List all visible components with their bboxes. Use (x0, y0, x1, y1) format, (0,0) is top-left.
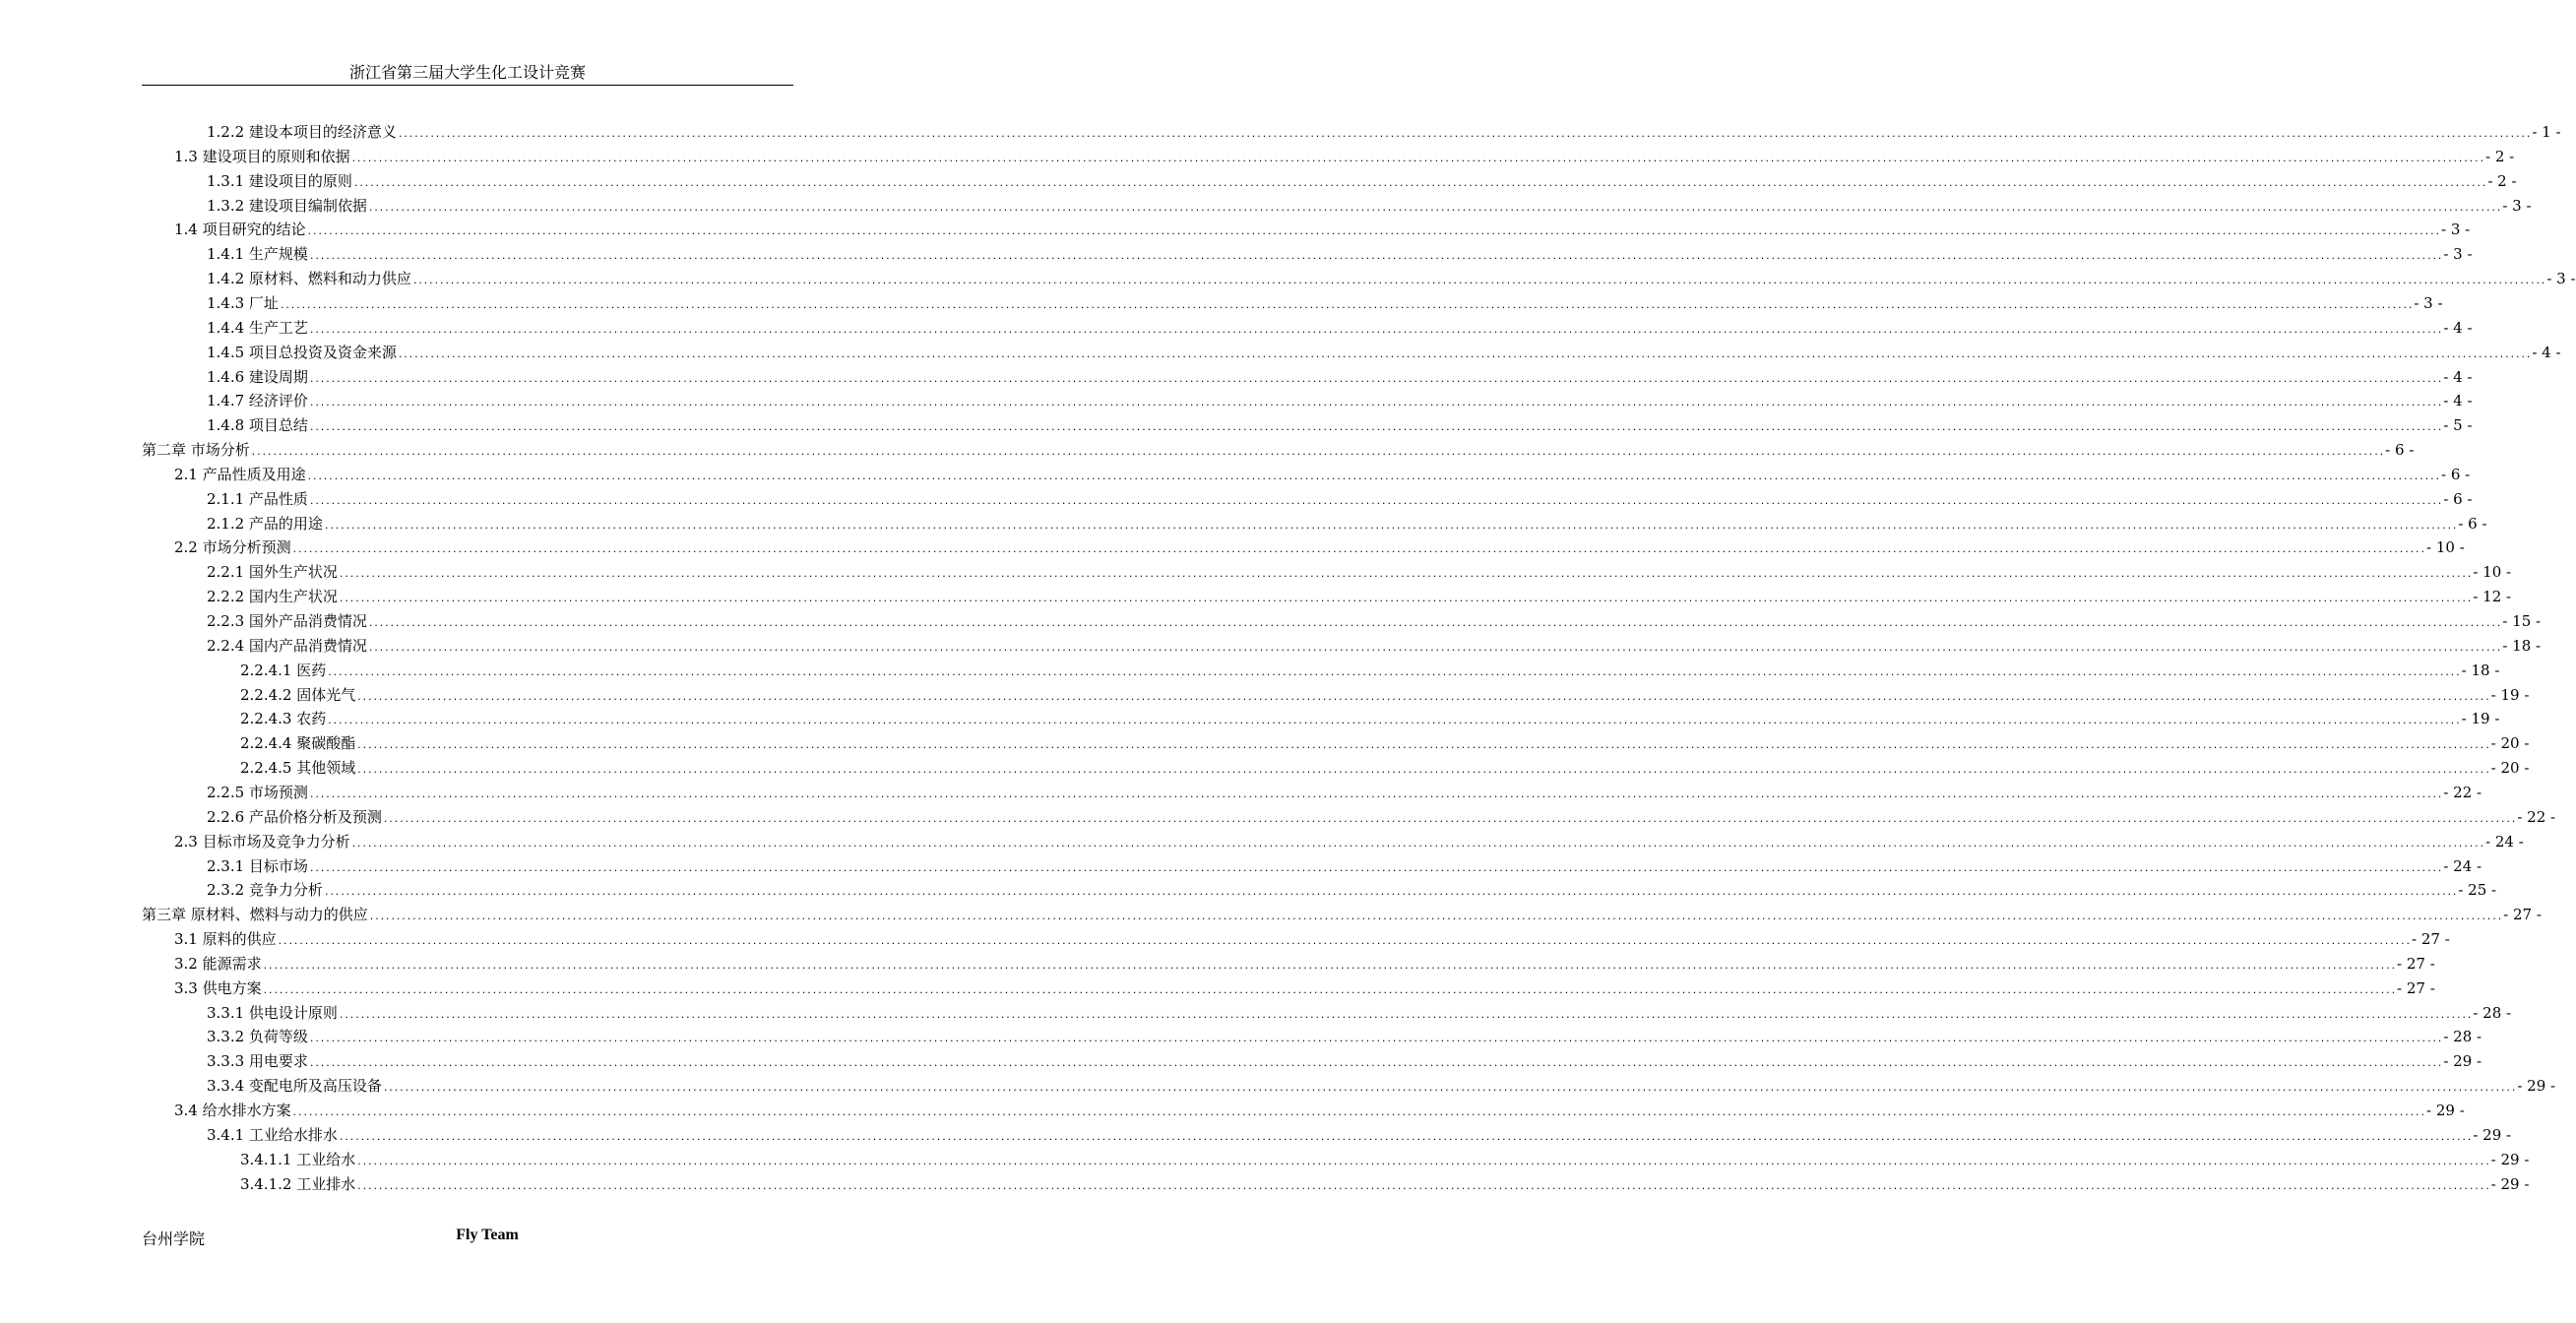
toc-entry[interactable] (174, 977, 2435, 1001)
toc-entry[interactable] (207, 1124, 2512, 1148)
toc-entry[interactable] (207, 414, 2473, 438)
toc-entry-title: 1.4.5 项目总投资及资金来源 (207, 343, 397, 361)
toc-entry-page: - 20 - (2490, 759, 2530, 778)
toc-entry-title: 2.2.4.4 聚碳酸酯 (240, 734, 356, 753)
toc-dot-leader: ................................................................................................................................................................................................................................................................................................................................................................................................................ (397, 130, 2532, 140)
toc-dot-leader: ................................................................................................................................................................................................................................................................................................................................................................................................................ (411, 277, 2546, 287)
toc-entry[interactable] (207, 586, 2512, 609)
toc-entry-title: 3.4 给水排水方案 (174, 1102, 291, 1119)
toc-entry[interactable] (174, 219, 2471, 242)
toc-dot-leader: ................................................................................................................................................................................................................................................................................................................................................................................................................ (262, 985, 2397, 996)
toc-entry-page: - 27 - (2412, 930, 2450, 949)
toc-entry-page: - 6 - (2443, 489, 2473, 508)
toc-dot-leader: ................................................................................................................................................................................................................................................................................................................................................................................................................ (352, 178, 2487, 189)
toc-entry-page: - 12 - (2473, 588, 2512, 606)
toc-dot-leader: ................................................................................................................................................................................................................................................................................................................................................................................................................ (308, 325, 2443, 336)
toc-entry-title: 3.4.1.2 工业排水 (240, 1174, 356, 1193)
toc-entry[interactable] (174, 464, 2471, 487)
toc-entry-page: - 4 - (2443, 392, 2473, 410)
toc-entry-page: - 4 - (2443, 367, 2473, 386)
toc-entry-page: - 29 - (2426, 1102, 2465, 1119)
toc-dot-leader: ................................................................................................................................................................................................................................................................................................................................................................................................................ (306, 227, 2441, 238)
toc-entry-title: 3.3 供电方案 (174, 978, 262, 997)
toc-entry-title: 3.3.4 变配电所及高压设备 (207, 1077, 382, 1096)
toc-entry-page: - 2 - (2485, 147, 2515, 165)
toc-dot-leader: ................................................................................................................................................................................................................................................................................................................................................................................................................ (308, 863, 2443, 874)
toc-entry-title: 2.3 目标市场及竞争力分析 (174, 832, 350, 850)
toc-dot-leader: ................................................................................................................................................................................................................................................................................................................................................................................................................ (356, 1157, 2490, 1167)
toc-dot-leader: ................................................................................................................................................................................................................................................................................................................................................................................................................ (350, 839, 2485, 850)
toc-entry[interactable] (207, 170, 2517, 194)
toc-entry[interactable] (174, 536, 2465, 560)
toc-entry[interactable] (207, 806, 2556, 830)
toc-entry-title: 1.4.7 经济评价 (207, 392, 308, 410)
toc-entry[interactable] (174, 831, 2524, 854)
toc-entry-title: 第二章 市场分析 (142, 441, 250, 460)
toc-dot-leader: ................................................................................................................................................................................................................................................................................................................................................................................................................ (250, 448, 2385, 459)
toc-entry-page: - 24 - (2485, 832, 2524, 850)
toc-dot-leader: ................................................................................................................................................................................................................................................................................................................................................................................................................ (356, 741, 2490, 752)
toc-entry-page: - 5 - (2443, 416, 2473, 435)
toc-entry[interactable] (240, 1149, 2530, 1172)
toc-entry-page: - 18 - (2502, 636, 2542, 655)
toc-entry[interactable] (207, 292, 2443, 316)
toc-entry-page: - 3 - (2443, 245, 2473, 264)
toc-entry[interactable] (174, 1100, 2465, 1123)
toc-dot-leader: ................................................................................................................................................................................................................................................................................................................................................................................................................ (308, 252, 2443, 263)
toc-entry-page: - 2 - (2487, 171, 2517, 190)
toc-entry-page: - 15 - (2502, 612, 2542, 630)
toc-entry[interactable] (207, 317, 2473, 341)
toc-entry-title: 2.2.4.2 固体光气 (240, 685, 356, 704)
toc-entry-page: - 3 - (2546, 270, 2576, 288)
toc-dot-leader: ................................................................................................................................................................................................................................................................................................................................................................................................................ (367, 643, 2502, 654)
toc-entry-page: - 29 - (2517, 1077, 2556, 1096)
footer-team: Fly Team (456, 1227, 519, 1243)
toc-dot-leader: ................................................................................................................................................................................................................................................................................................................................................................................................................ (338, 1010, 2473, 1021)
toc-entry-page: - 29 - (2443, 1052, 2482, 1071)
toc-entry-title: 1.4 项目研究的结论 (174, 220, 306, 239)
toc-entry-title: 1.3.1 建设项目的原则 (207, 171, 352, 190)
toc-dot-leader: ................................................................................................................................................................................................................................................................................................................................................................................................................ (308, 1035, 2443, 1045)
toc-entry-title: 1.3 建设项目的原则和依据 (174, 147, 350, 165)
toc-entry-title: 2.3.1 目标市场 (207, 856, 308, 875)
toc-entry-title: 3.4.1 工业给水排水 (207, 1125, 338, 1144)
toc-entry[interactable] (240, 732, 2530, 756)
toc-dot-leader: ................................................................................................................................................................................................................................................................................................................................................................................................................ (356, 766, 2490, 777)
toc-entry[interactable] (207, 513, 2487, 536)
toc-entry-title: 1.4.1 生产规模 (207, 245, 308, 264)
toc-entry-title: 2.2.6 产品价格分析及预测 (207, 807, 382, 826)
toc-entry-page: - 10 - (2426, 538, 2465, 557)
toc-entry-page: - 3 - (2502, 196, 2532, 215)
toc-entry[interactable] (207, 195, 2532, 219)
toc-dot-leader: ................................................................................................................................................................................................................................................................................................................................................................................................................ (382, 1084, 2517, 1095)
toc-entry-title: 2.2.4.3 农药 (240, 710, 327, 728)
toc-entry-title: 1.4.4 生产工艺 (207, 318, 308, 337)
toc-entry-page: - 19 - (2461, 710, 2500, 728)
toc-dot-leader: ................................................................................................................................................................................................................................................................................................................................................................................................................ (323, 521, 2458, 532)
toc-entry-title: 1.4.8 项目总结 (207, 416, 308, 435)
toc-dot-leader: ................................................................................................................................................................................................................................................................................................................................................................................................................ (308, 789, 2443, 800)
toc-entry[interactable] (240, 757, 2530, 781)
toc-entry-page: - 27 - (2503, 906, 2542, 924)
toc-entry-page: - 27 - (2397, 978, 2435, 997)
toc-entry-title: 2.1 产品性质及用途 (174, 465, 306, 483)
toc-entry-title: 2.1.1 产品性质 (207, 489, 308, 508)
toc-entry-title: 3.4.1.1 工业给水 (240, 1150, 356, 1168)
toc-entry[interactable] (207, 855, 2482, 879)
toc-entry-page: - 4 - (2443, 318, 2473, 337)
toc-entry[interactable] (207, 782, 2482, 805)
toc-entry-title: 3.3.1 供电设计原则 (207, 1003, 338, 1022)
toc-dot-leader: ................................................................................................................................................................................................................................................................................................................................................................................................................ (367, 619, 2502, 629)
toc-entry[interactable] (207, 1026, 2482, 1049)
toc-entry-page: - 4 - (2532, 343, 2561, 361)
toc-entry[interactable] (207, 610, 2542, 634)
toc-entry[interactable] (174, 953, 2435, 976)
toc-entry-page: - 25 - (2458, 881, 2497, 900)
footer-school: 台州学院 (142, 1229, 206, 1248)
toc-dot-leader: ................................................................................................................................................................................................................................................................................................................................................................................................................ (291, 1108, 2426, 1118)
toc-entry-title: 1.2.2 建设本项目的经济意义 (207, 123, 397, 141)
toc-dot-leader: ................................................................................................................................................................................................................................................................................................................................................................................................................ (397, 349, 2532, 360)
toc-entry-page: - 29 - (2490, 1150, 2530, 1168)
toc-dot-leader: ................................................................................................................................................................................................................................................................................................................................................................................................................ (327, 717, 2461, 727)
toc-dot-leader: ................................................................................................................................................................................................................................................................................................................................................................................................................ (327, 667, 2461, 678)
toc-entry[interactable] (174, 146, 2515, 169)
toc-entry-page: - 3 - (2414, 293, 2443, 312)
toc-entry-title: 2.2.2 国内生产状况 (207, 588, 338, 606)
toc-dot-leader: ................................................................................................................................................................................................................................................................................................................................................................................................................ (291, 545, 2426, 556)
toc-entry-page: - 3 - (2441, 220, 2471, 239)
toc-entry-page: - 24 - (2443, 856, 2482, 875)
toc-entry-page: - 29 - (2473, 1125, 2512, 1144)
toc-entry-title: 2.2.4.1 医药 (240, 661, 327, 679)
toc-entry[interactable] (174, 928, 2450, 952)
toc-entry-title: 3.2 能源需求 (174, 954, 262, 973)
toc-entry-title: 1.4.3 厂址 (207, 293, 279, 312)
toc-dot-leader: ................................................................................................................................................................................................................................................................................................................................................................................................................ (279, 300, 2414, 311)
toc-dot-leader: ................................................................................................................................................................................................................................................................................................................................................................................................................ (308, 423, 2443, 434)
toc-entry-title: 2.2 市场分析预测 (174, 538, 291, 557)
toc-entry-title: 2.2.4.5 其他领域 (240, 759, 356, 778)
toc-entry-title: 3.3.2 负荷等级 (207, 1028, 308, 1046)
toc-entry[interactable] (240, 1173, 2530, 1197)
toc-entry[interactable] (240, 684, 2530, 708)
toc-entry[interactable] (207, 561, 2512, 585)
toc-entry[interactable] (207, 879, 2497, 903)
toc-entry-page: - 28 - (2473, 1003, 2512, 1022)
toc-entry-page: - 19 - (2490, 685, 2530, 704)
toc-dot-leader: ................................................................................................................................................................................................................................................................................................................................................................................................................ (382, 814, 2517, 825)
toc-entry-page: - 10 - (2473, 563, 2512, 582)
toc-entry-page: - 6 - (2441, 465, 2471, 483)
toc-entry[interactable] (207, 1002, 2512, 1026)
toc-dot-leader: ................................................................................................................................................................................................................................................................................................................................................................................................................ (367, 203, 2502, 214)
toc-entry[interactable] (142, 904, 2542, 927)
toc-entry[interactable] (207, 488, 2473, 512)
toc-dot-leader: ................................................................................................................................................................................................................................................................................................................................................................................................................ (338, 570, 2473, 581)
header-divider (142, 85, 793, 86)
toc-entry-title: 2.2.5 市场预测 (207, 783, 308, 801)
toc-entry-page: - 1 - (2532, 123, 2561, 141)
toc-entry[interactable] (207, 1050, 2482, 1074)
toc-entry-title: 2.2.1 国外生产状况 (207, 563, 338, 582)
toc-dot-leader: ................................................................................................................................................................................................................................................................................................................................................................................................................ (323, 888, 2458, 899)
toc-entry-title: 3.1 原料的供应 (174, 930, 277, 949)
toc-entry[interactable] (207, 390, 2473, 413)
toc-dot-leader: ................................................................................................................................................................................................................................................................................................................................................................................................................ (262, 961, 2397, 972)
toc-entry-page: - 22 - (2517, 807, 2556, 826)
toc-entry-title: 2.2.3 国外产品消费情况 (207, 612, 367, 630)
toc-entry[interactable] (207, 635, 2542, 659)
toc-entry-title: 1.4.6 建设周期 (207, 367, 308, 386)
toc-dot-leader: ................................................................................................................................................................................................................................................................................................................................................................................................................ (308, 399, 2443, 410)
toc-entry-page: - 22 - (2443, 783, 2482, 801)
toc-entry-page: - 6 - (2458, 514, 2487, 533)
toc-entry-title: 2.3.2 竞争力分析 (207, 881, 323, 900)
toc-entry[interactable] (207, 268, 2576, 291)
toc-dot-leader: ................................................................................................................................................................................................................................................................................................................................................................................................................ (308, 496, 2443, 507)
toc-entry-title: 1.4.2 原材料、燃料和动力供应 (207, 270, 411, 288)
toc-dot-leader: ................................................................................................................................................................................................................................................................................................................................................................................................................ (368, 913, 2503, 923)
toc-entry[interactable] (207, 366, 2473, 390)
toc-entry[interactable] (240, 708, 2500, 731)
toc-dot-leader: ................................................................................................................................................................................................................................................................................................................................................................................................................ (356, 1181, 2490, 1192)
toc-entry-page: - 6 - (2385, 441, 2415, 460)
toc-dot-leader: ................................................................................................................................................................................................................................................................................................................................................................................................................ (306, 472, 2441, 482)
toc-entry-page: - 28 - (2443, 1028, 2482, 1046)
toc-entry[interactable] (207, 243, 2473, 267)
toc-entry-title: 3.3.3 用电要求 (207, 1052, 308, 1071)
toc-dot-leader: ................................................................................................................................................................................................................................................................................................................................................................................................................ (308, 1059, 2443, 1070)
toc-entry[interactable] (240, 660, 2500, 683)
toc-entry-title: 第三章 原材料、燃料与动力的供应 (142, 906, 368, 924)
toc-dot-leader: ................................................................................................................................................................................................................................................................................................................................................................................................................ (277, 937, 2412, 948)
toc-entry-page: - 27 - (2397, 954, 2435, 973)
toc-entry-title: 1.3.2 建设项目编制依据 (207, 196, 367, 215)
toc-dot-leader: ................................................................................................................................................................................................................................................................................................................................................................................................................ (338, 595, 2473, 605)
toc-entry[interactable] (207, 121, 2561, 145)
toc-dot-leader: ................................................................................................................................................................................................................................................................................................................................................................................................................ (338, 1132, 2473, 1143)
toc-dot-leader: ................................................................................................................................................................................................................................................................................................................................................................................................................ (356, 692, 2490, 703)
toc-entry[interactable] (142, 439, 2415, 463)
toc-entry-page: - 20 - (2490, 734, 2530, 753)
toc-entry[interactable] (207, 1075, 2556, 1099)
toc-entry-title: 2.1.2 产品的用途 (207, 514, 323, 533)
toc-entry-page: - 18 - (2461, 661, 2500, 679)
toc-entry[interactable] (207, 342, 2561, 365)
toc-dot-leader: ................................................................................................................................................................................................................................................................................................................................................................................................................ (308, 374, 2443, 385)
toc-entry-title: 2.2.4 国内产品消费情况 (207, 636, 367, 655)
toc-entry-page: - 29 - (2490, 1174, 2530, 1193)
page-header-title: 浙江省第三届大学生化工设计竞赛 (348, 63, 586, 82)
toc-dot-leader: ................................................................................................................................................................................................................................................................................................................................................................................................................ (350, 154, 2485, 164)
